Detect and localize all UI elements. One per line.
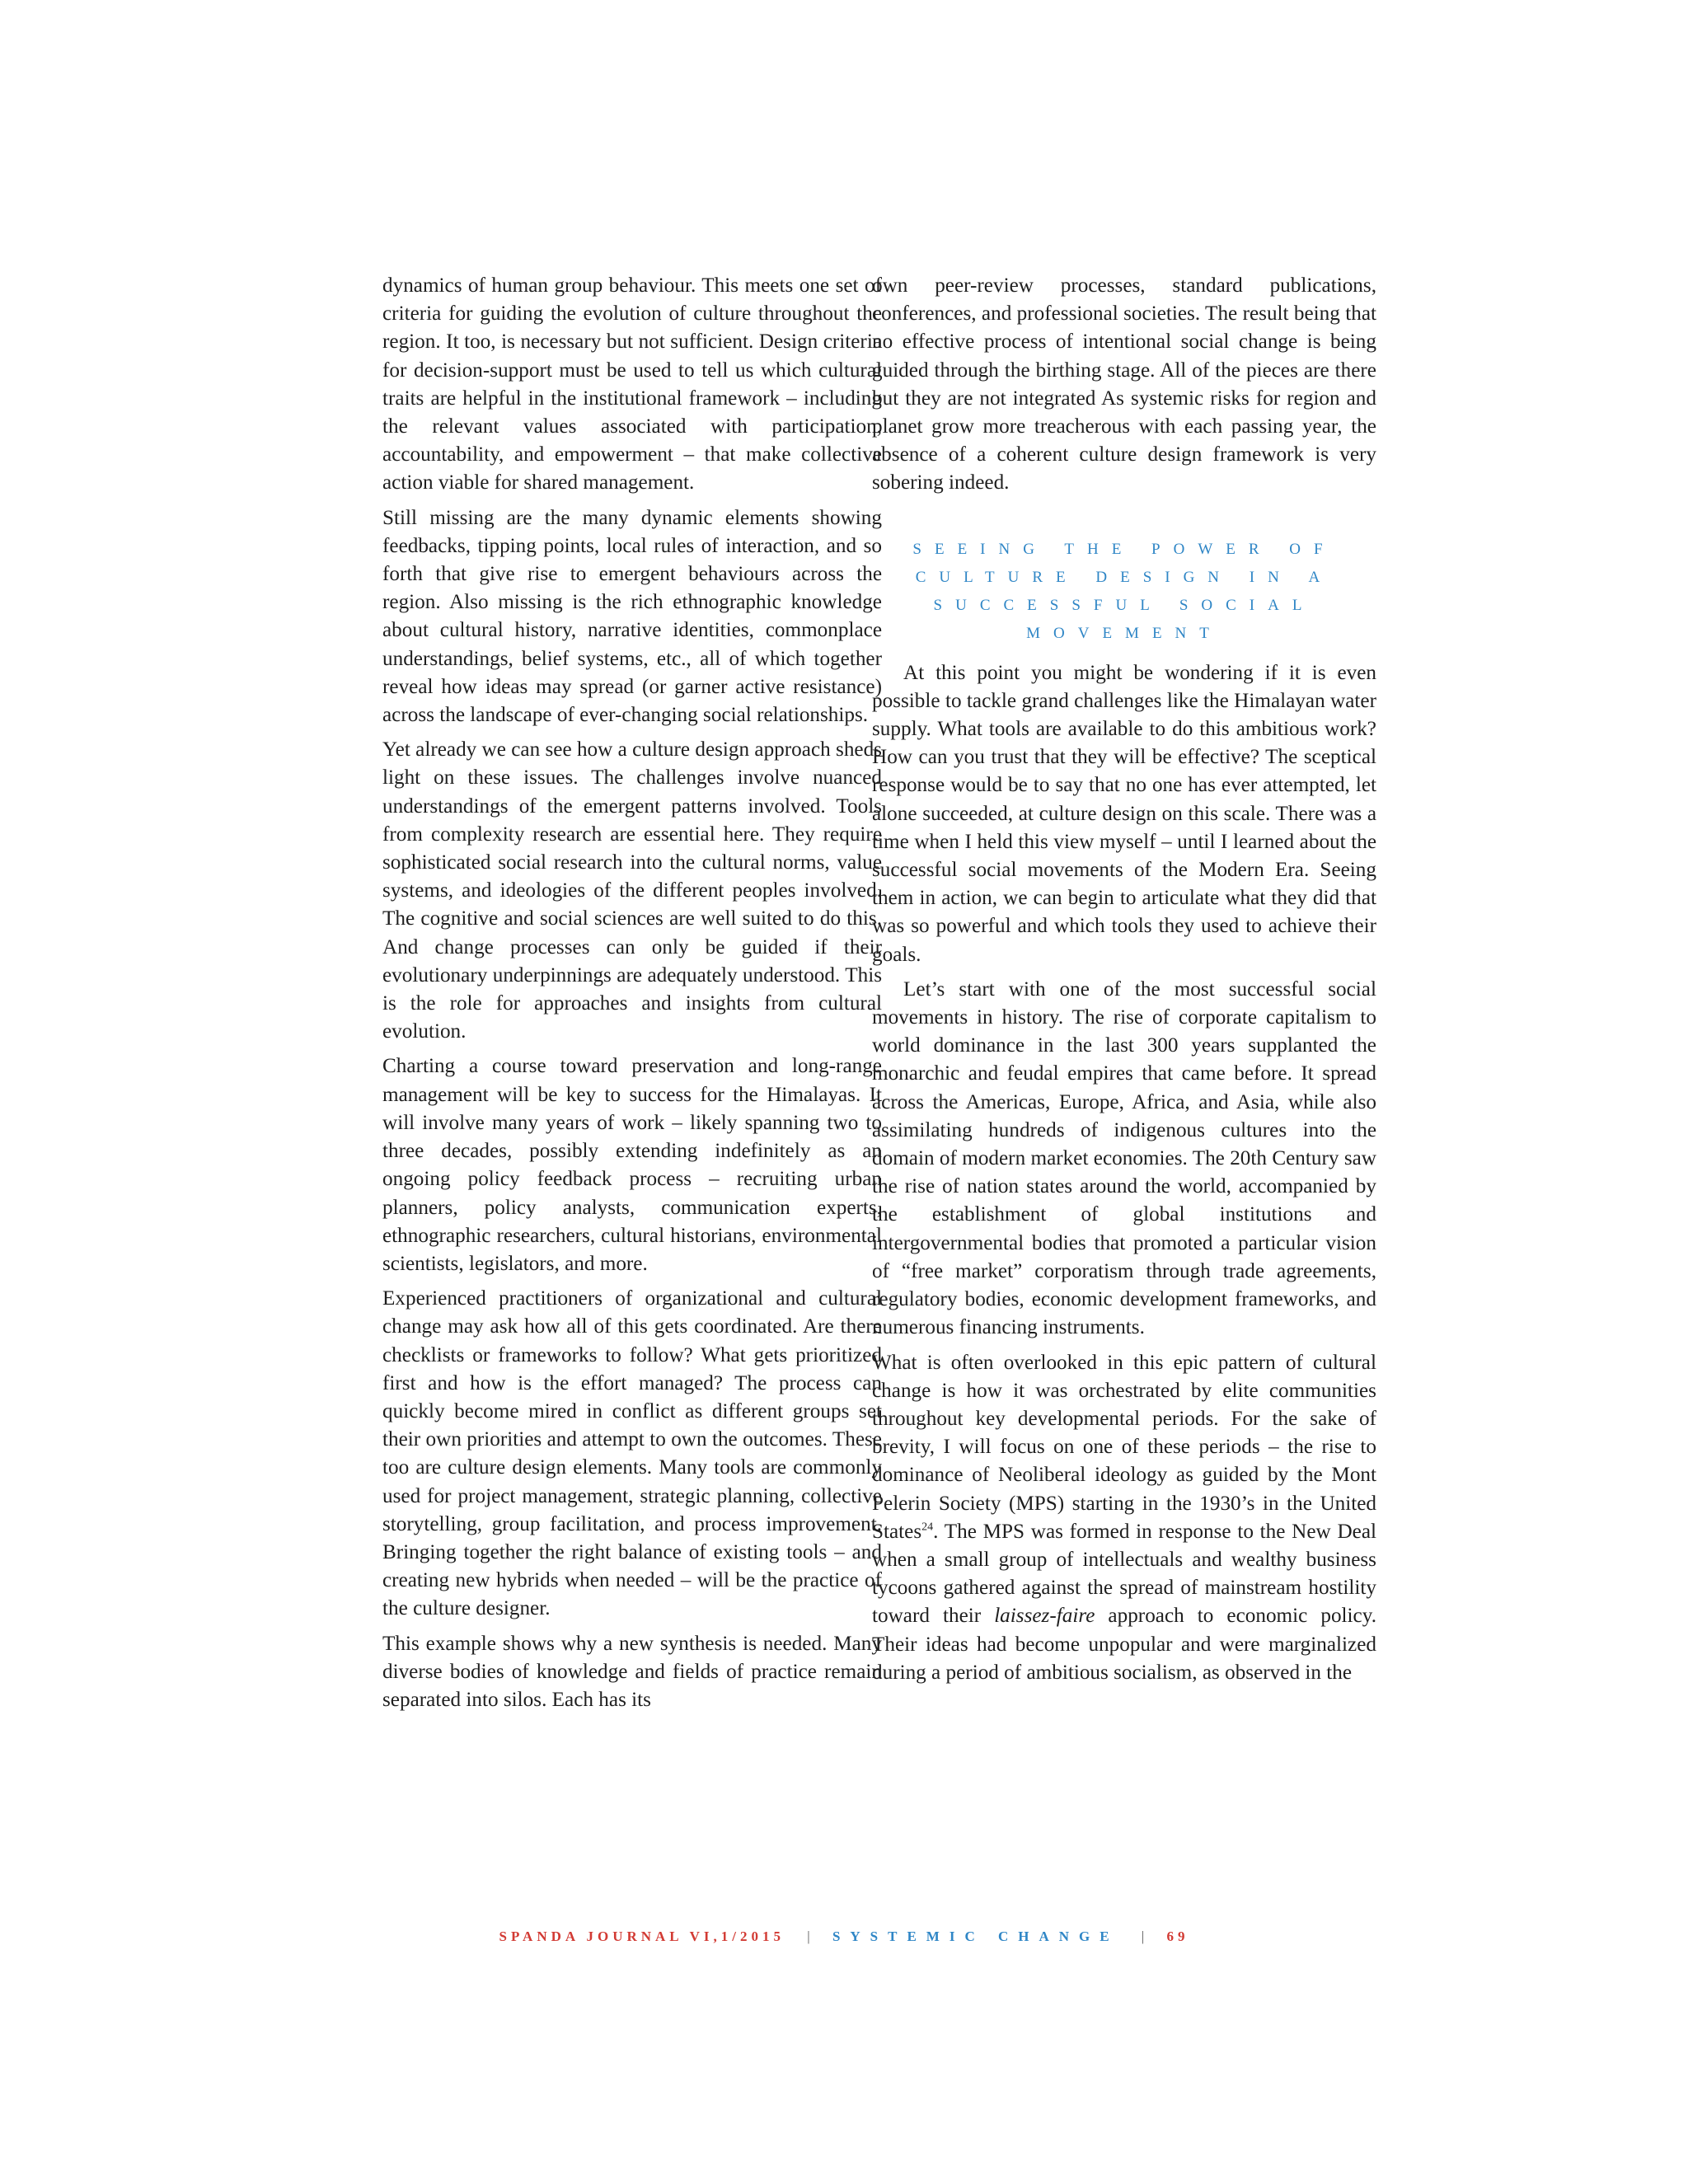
body-paragraph: dynamics of human group behaviour. This meets one set of criteria for guiding the evolution of culture throughout the region. It too, is necessary but not sufficient. Design criteria for decision-support must be used to tell us which cultural traits are helpful in the institutional framework – including the relevant values associated with participation, accountability, and empowerment – that make collective action viable for shared management. bbox=[382, 274, 882, 494]
section-name: SYSTEMIC CHANGE bbox=[832, 1929, 1119, 1944]
body-paragraph: Still missing are the many dynamic elements showing feedbacks, tipping points, local rules of interaction, and so forth that give rise to emergent behaviours across the region. Also missing is the rich ethnographic knowledge about cultural history, narrative identities, commonplace understandings, belief systems, etc., all of which together reveal how ideas may spread (or garner active resistance) across the landscape of ever-changing social relationships. bbox=[382, 506, 882, 727]
body-paragraph: This example shows why a new synthesis is needed. Many diverse bodies of knowledge and fields of practice remain separated into silos. Each has its bbox=[382, 1632, 882, 1711]
body-paragraph: Experienced practitioners of organizational and cultural change may ask how all of this gets coordinated. Are there checklists or frameworks to follow? What gets prioritized first and how is the effort managed? The process can quickly become mired in conflict as different groups set their own priorities and attempt to own the outcomes. These too are culture design elements. Many tools are commonly used for project management, strategic planning, collective storytelling, group facilitation, and process improvement. Bringing together the right balance of existing tools – and creating new hybrids when needed – will be the practice of the culture designer. bbox=[382, 1287, 882, 1620]
body-paragraph: At this point you might be wondering if it is even possible to tackle grand challenges like the Himalayan water supply. What tools are available to do this ambitious work? How can you trust that they will be effective? The sceptical response would be to say that no one has ever attempted, let alone succeeded, at culture design on this scale. There was a time when I held this view myself – until I learned about the successful social movements of the Modern Era. Seeing them in action, we can begin to articulate what they did that was so powerful and which tools they used to achieve their goals. bbox=[872, 661, 1376, 966]
body-paragraph: own peer-review processes, standard publications, conferences, and professional societies. The result being that no effective process of intentional social change is being guided through the birthing stage. All of the pieces are there but they are not integrated As systemic risks for region and planet grow more treacherous with each passing year, the absence of a coherent culture design framework is very sobering indeed. bbox=[872, 274, 1376, 494]
left-column bbox=[382, 272, 882, 1721]
body-paragraph: Let’s start with one of the most successful social movements in history. The rise of corporate capitalism to world dominance in the last 300 years supplanted the monarchic and feudal empires that came before. It spread across the Americas, Europe, Africa, and Asia, while also assimilating hundreds of indigenous cultures into the domain of modern market economies. The 20th Century saw the rise of nation states around the world, accompanied by the establishment of global institutions and intergovernmental bodies that promoted a particular vision of “free market” corporatism through trade agreements, regulatory bodies, economic development frameworks, and numerous financing instruments. bbox=[872, 977, 1376, 1339]
body-paragraph: Yet already we can see how a culture design approach sheds light on these issues. The challenges involve nuanced understandings of the emergent patterns involved. Tools from complexity research are essential here. They require sophisticated social research into the cultural norms, value systems, and ideologies of the different peoples involved. The cognitive and social sciences are well suited to do this. And change processes can only be guided if their evolutionary underpinnings are adequately understood. This is the role for approaches and insights from cultural evolution. bbox=[382, 738, 882, 1043]
text-run: approach to economic policy. Their ideas had become unpopular and were marginalized during a period of ambitious socialism, as observed in the bbox=[872, 1605, 1376, 1684]
right-column bbox=[872, 272, 1376, 1694]
page-number: 69 bbox=[1166, 1929, 1189, 1944]
section-heading: SEEING THE POWER OF CULTURE DESIGN IN A SUCCESSFUL SOCIAL MOVEMENT bbox=[912, 540, 1336, 642]
italic-term: laissez-faire bbox=[994, 1605, 1095, 1628]
footer-separator: | bbox=[1141, 1929, 1145, 1944]
journal-name: SPANDA JOURNAL VI,1/2015 bbox=[499, 1929, 785, 1944]
footer-separator: | bbox=[807, 1929, 810, 1944]
text-run: What is often overlooked in this epic pattern of cultural change is how it was orchestrated by elite communities throughout key developmental periods. For the sake of brevity, I will focus on one of these periods – the rise to dominance of Neoliberal ideology as guided by the Mont Pelerin Society (MPS) starting in the 1930’s in the United States bbox=[872, 1351, 1376, 1543]
text-run: . The MPS was formed in response to the New Deal when a small group of intellectuals and wealthy business tycoons gathered against the spread of mainstream hostility toward their bbox=[872, 1520, 1376, 1628]
page-footer bbox=[0, 1929, 1688, 1945]
body-paragraph: Charting a course toward preservation and long-range management will be key to success for the Himalayas. It will involve many years of work – likely spanning two to three decades, possibly extending indefinitely as an ongoing policy feedback process – recruiting urban planners, policy analysts, communication experts, ethnographic researchers, cultural historians, environmental scientists, legislators, and more. bbox=[382, 1055, 882, 1275]
footnote-reference[interactable]: 24 bbox=[921, 1521, 934, 1534]
body-paragraph bbox=[872, 1349, 1376, 1687]
